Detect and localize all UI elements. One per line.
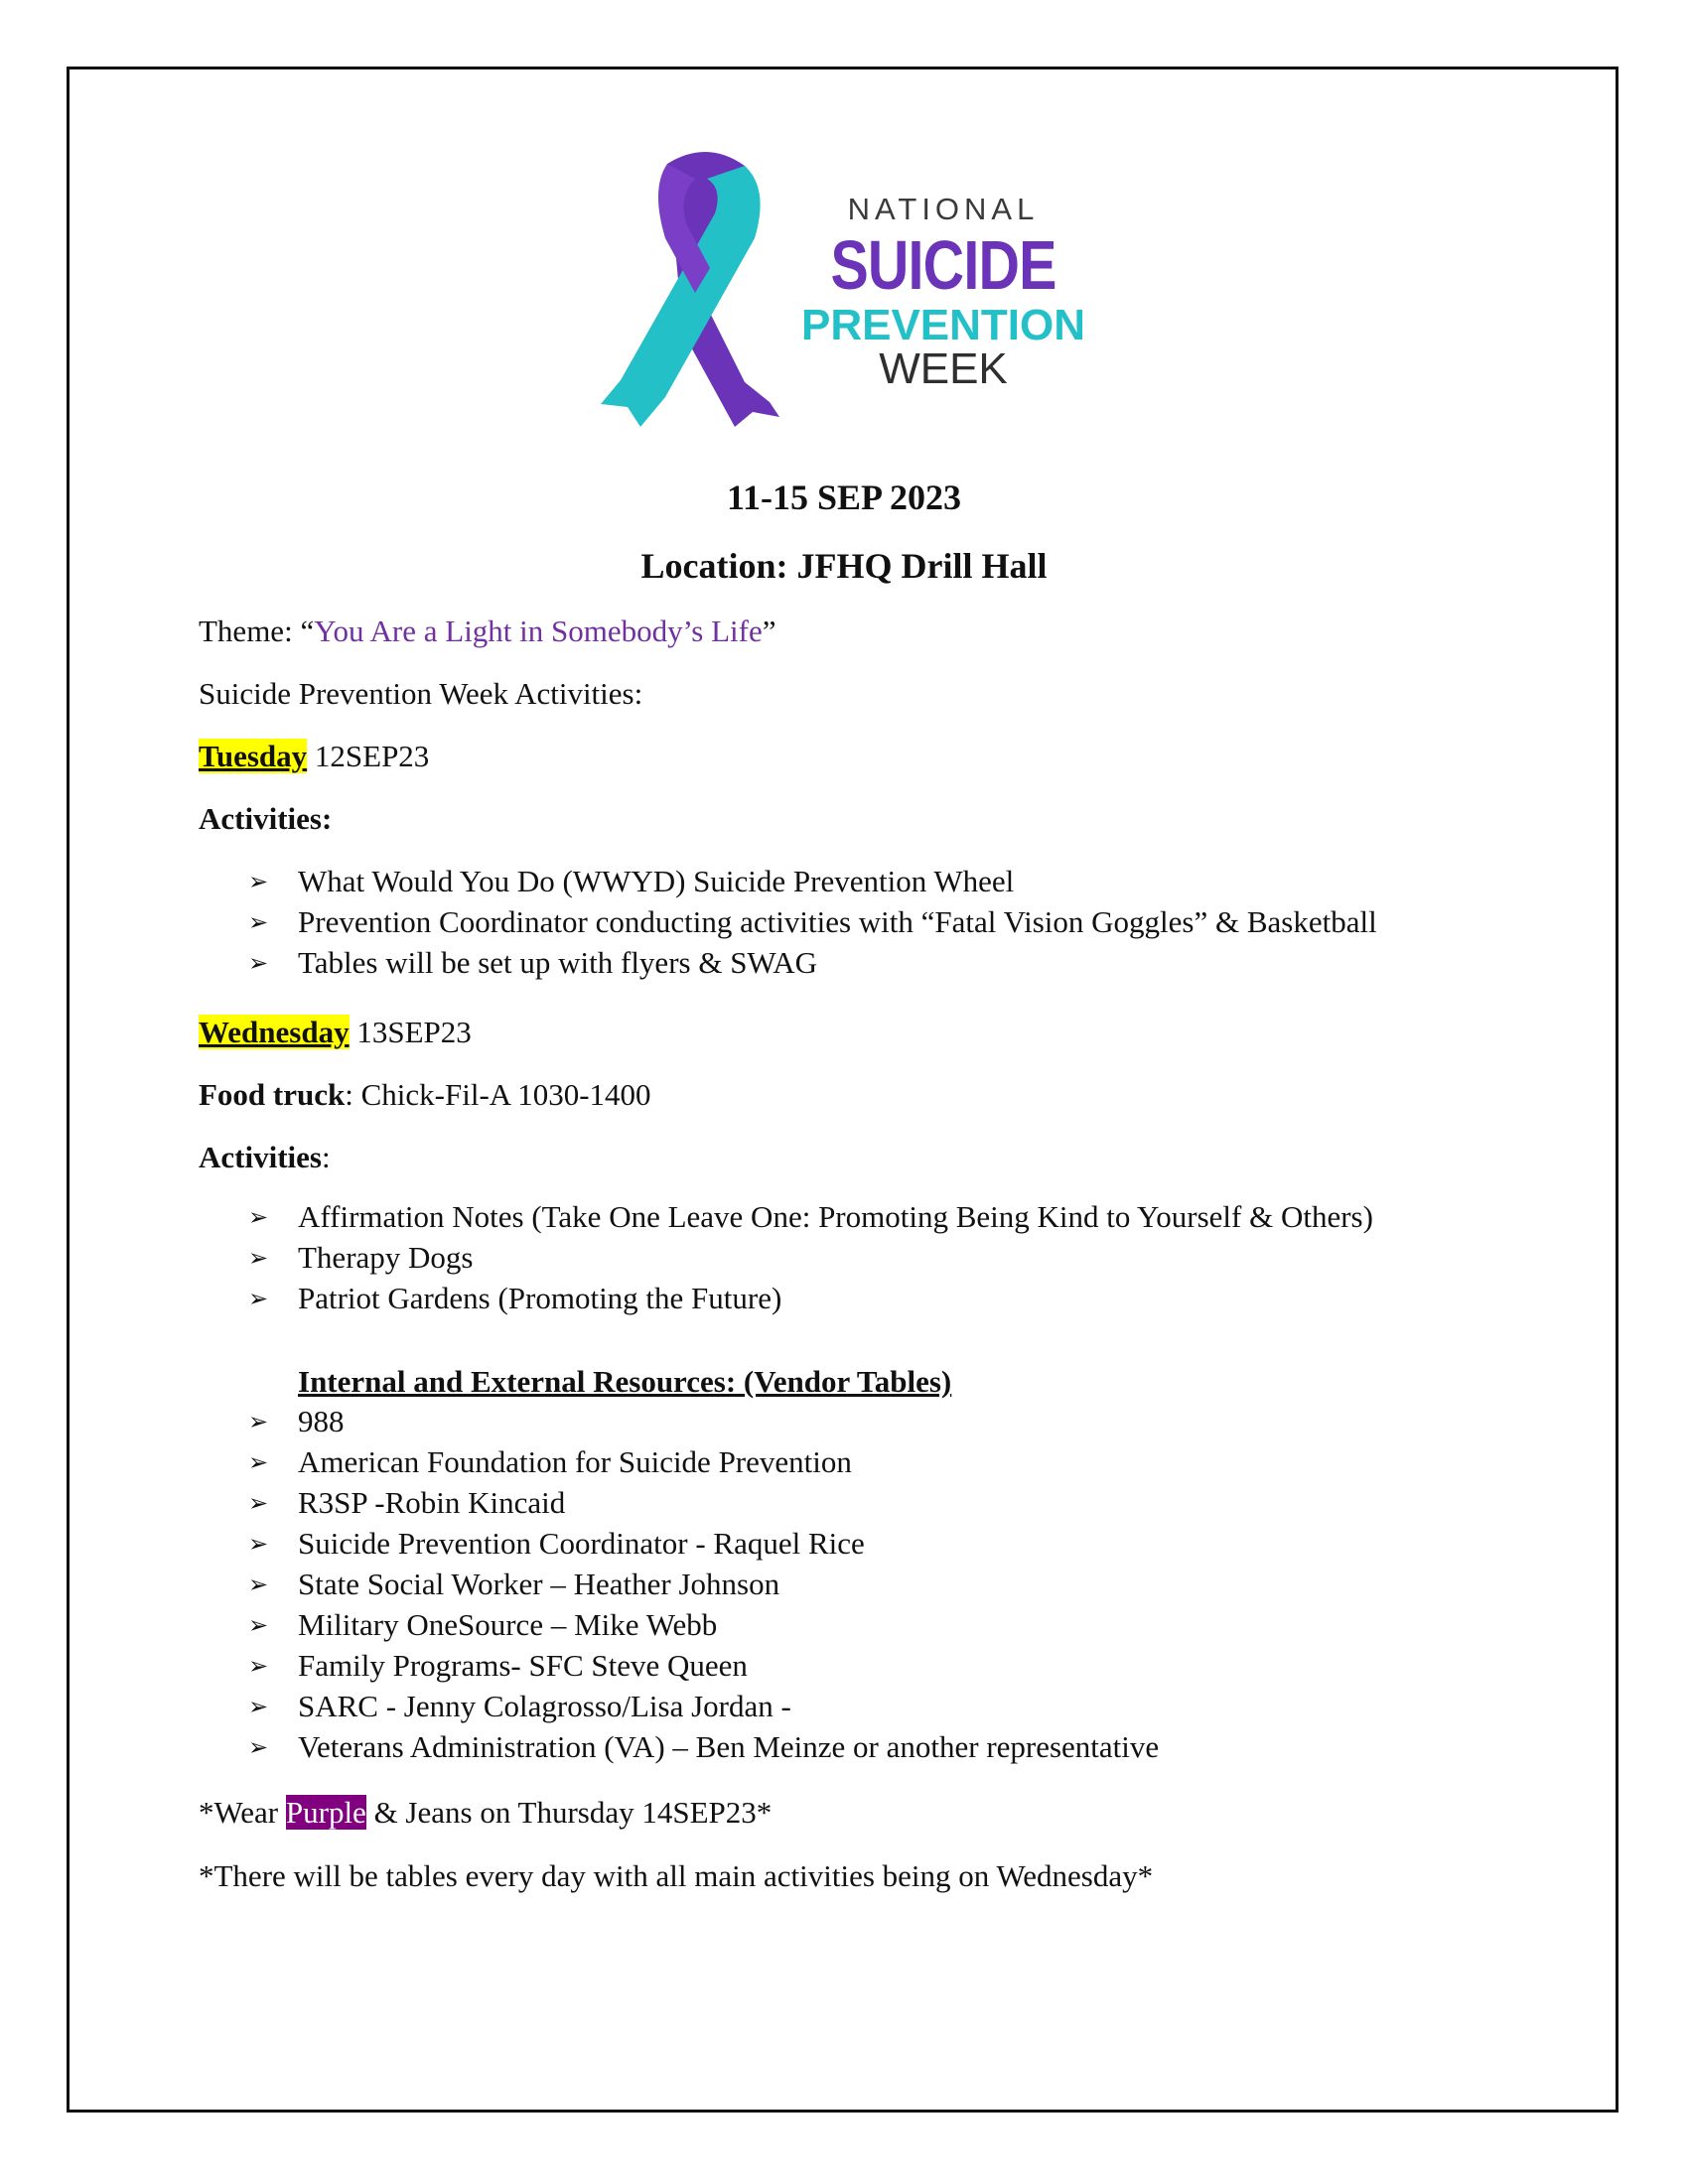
tuesday-line: [199, 739, 429, 774]
tuesday-activity-list: [248, 864, 1377, 986]
list-item-text: 988: [298, 1404, 345, 1438]
logo-text: [794, 194, 1092, 391]
wear-purple-note: [199, 1795, 772, 1831]
arrow-bullet-icon: ➢: [248, 908, 269, 936]
wednesday-activities-label: Activities: [199, 1140, 322, 1174]
list-item: [248, 1607, 1159, 1648]
wednesday-activities-line: [199, 1140, 331, 1175]
arrow-bullet-icon: ➢: [248, 1203, 269, 1231]
arrow-bullet-icon: ➢: [248, 949, 269, 977]
list-item-text: Military OneSource – Mike Webb: [298, 1607, 718, 1642]
tuesday-activities-label: Activities:: [199, 801, 333, 836]
wear-note-after: & Jeans on Thursday 14SEP23*: [365, 1795, 773, 1830]
list-item-text: SARC - Jenny Colagrosso/Lisa Jordan -: [298, 1689, 791, 1723]
tuesday-label: Tuesday: [199, 739, 308, 773]
wednesday-activities-colon: :: [321, 1140, 331, 1174]
arrow-bullet-icon: ➢: [248, 1448, 269, 1476]
activities-heading: Suicide Prevention Week Activities:: [199, 676, 643, 711]
logo-prevention: PREVENTION: [800, 301, 1086, 349]
list-item: [248, 864, 1377, 904]
resources-list: [248, 1404, 1159, 1770]
list-item: [248, 1240, 1373, 1281]
list-item: [248, 1444, 1159, 1485]
resources-heading: Internal and External Resources: (Vendor Tables): [298, 1364, 952, 1399]
event-dates: 11-15 SEP 2023: [726, 478, 962, 517]
wear-note-before: *Wear: [199, 1795, 286, 1830]
list-item: [248, 904, 1377, 945]
arrow-bullet-icon: ➢: [248, 1733, 269, 1761]
wednesday-activity-list: [248, 1199, 1373, 1321]
arrow-bullet-icon: ➢: [248, 1489, 269, 1517]
arrow-bullet-icon: ➢: [248, 1611, 269, 1639]
list-item: [248, 1729, 1159, 1770]
theme-label: Theme:: [199, 614, 301, 648]
logo-week: WEEK: [879, 344, 1008, 393]
list-item: [248, 1648, 1159, 1689]
food-truck-value: : Chick-Fil-A 1030-1400: [345, 1077, 651, 1112]
list-item: [248, 1567, 1159, 1607]
list-item-text: State Social Worker – Heather Johnson: [298, 1567, 780, 1601]
wednesday-label: Wednesday: [199, 1015, 350, 1049]
theme-close-quote: ”: [762, 614, 776, 648]
arrow-bullet-icon: ➢: [248, 1244, 269, 1272]
theme-quote: You Are a Light in Somebody’s Life: [314, 614, 763, 648]
arrow-bullet-icon: ➢: [248, 1570, 269, 1598]
list-item: [248, 1526, 1159, 1567]
list-item-text: What Would You Do (WWYD) Suicide Prevention Wheel: [298, 864, 1015, 898]
event-location: Location: JFHQ Drill Hall: [640, 546, 1048, 586]
list-item: [248, 1199, 1373, 1240]
list-item-text: Therapy Dogs: [298, 1240, 474, 1275]
nspw-logo: [596, 144, 1092, 427]
food-truck-line: [199, 1077, 651, 1113]
list-item-text: American Foundation for Suicide Prevention: [298, 1444, 852, 1479]
list-item-text: R3SP -Robin Kincaid: [298, 1485, 566, 1520]
tables-note: *There will be tables every day with all main activities being on Wednesday*: [199, 1858, 1154, 1893]
list-item-text: Affirmation Notes (Take One Leave One: Promoting Being Kind to Yourself & Others): [298, 1199, 1373, 1234]
list-item: [248, 1281, 1373, 1321]
list-item-text: Patriot Gardens (Promoting the Future): [298, 1281, 782, 1315]
arrow-bullet-icon: ➢: [248, 1693, 269, 1720]
tuesday-date: 12SEP23: [307, 739, 430, 773]
arrow-bullet-icon: ➢: [248, 1652, 269, 1680]
list-item: [248, 1404, 1159, 1444]
wednesday-date: 13SEP23: [349, 1015, 472, 1049]
list-item-text: Tables will be set up with flyers & SWAG: [298, 945, 818, 980]
purple-highlight: Purple: [285, 1795, 366, 1830]
theme-line: [199, 614, 775, 649]
awareness-ribbon-icon: [596, 144, 824, 427]
list-item-text: Suicide Prevention Coordinator - Raquel Rice: [298, 1526, 865, 1561]
list-item-text: Family Programs- SFC Steve Queen: [298, 1648, 748, 1683]
arrow-bullet-icon: ➢: [248, 1530, 269, 1558]
arrow-bullet-icon: ➢: [248, 1285, 269, 1312]
list-item: [248, 945, 1377, 986]
theme-open-quote: “: [300, 614, 315, 648]
list-item: [248, 1689, 1159, 1729]
logo-suicide: SUICIDE: [830, 226, 1056, 304]
arrow-bullet-icon: ➢: [248, 868, 269, 895]
list-item-text: Veterans Administration (VA) – Ben Meinze or another representative: [298, 1729, 1160, 1764]
food-truck-label: Food truck: [199, 1077, 346, 1112]
arrow-bullet-icon: ➢: [248, 1408, 269, 1435]
list-item-text: Prevention Coordinator conducting activities with “Fatal Vision Goggles” & Basketball: [298, 904, 1377, 939]
wednesday-line: [199, 1015, 472, 1050]
logo-national: NATIONAL: [847, 192, 1040, 226]
list-item: [248, 1485, 1159, 1526]
